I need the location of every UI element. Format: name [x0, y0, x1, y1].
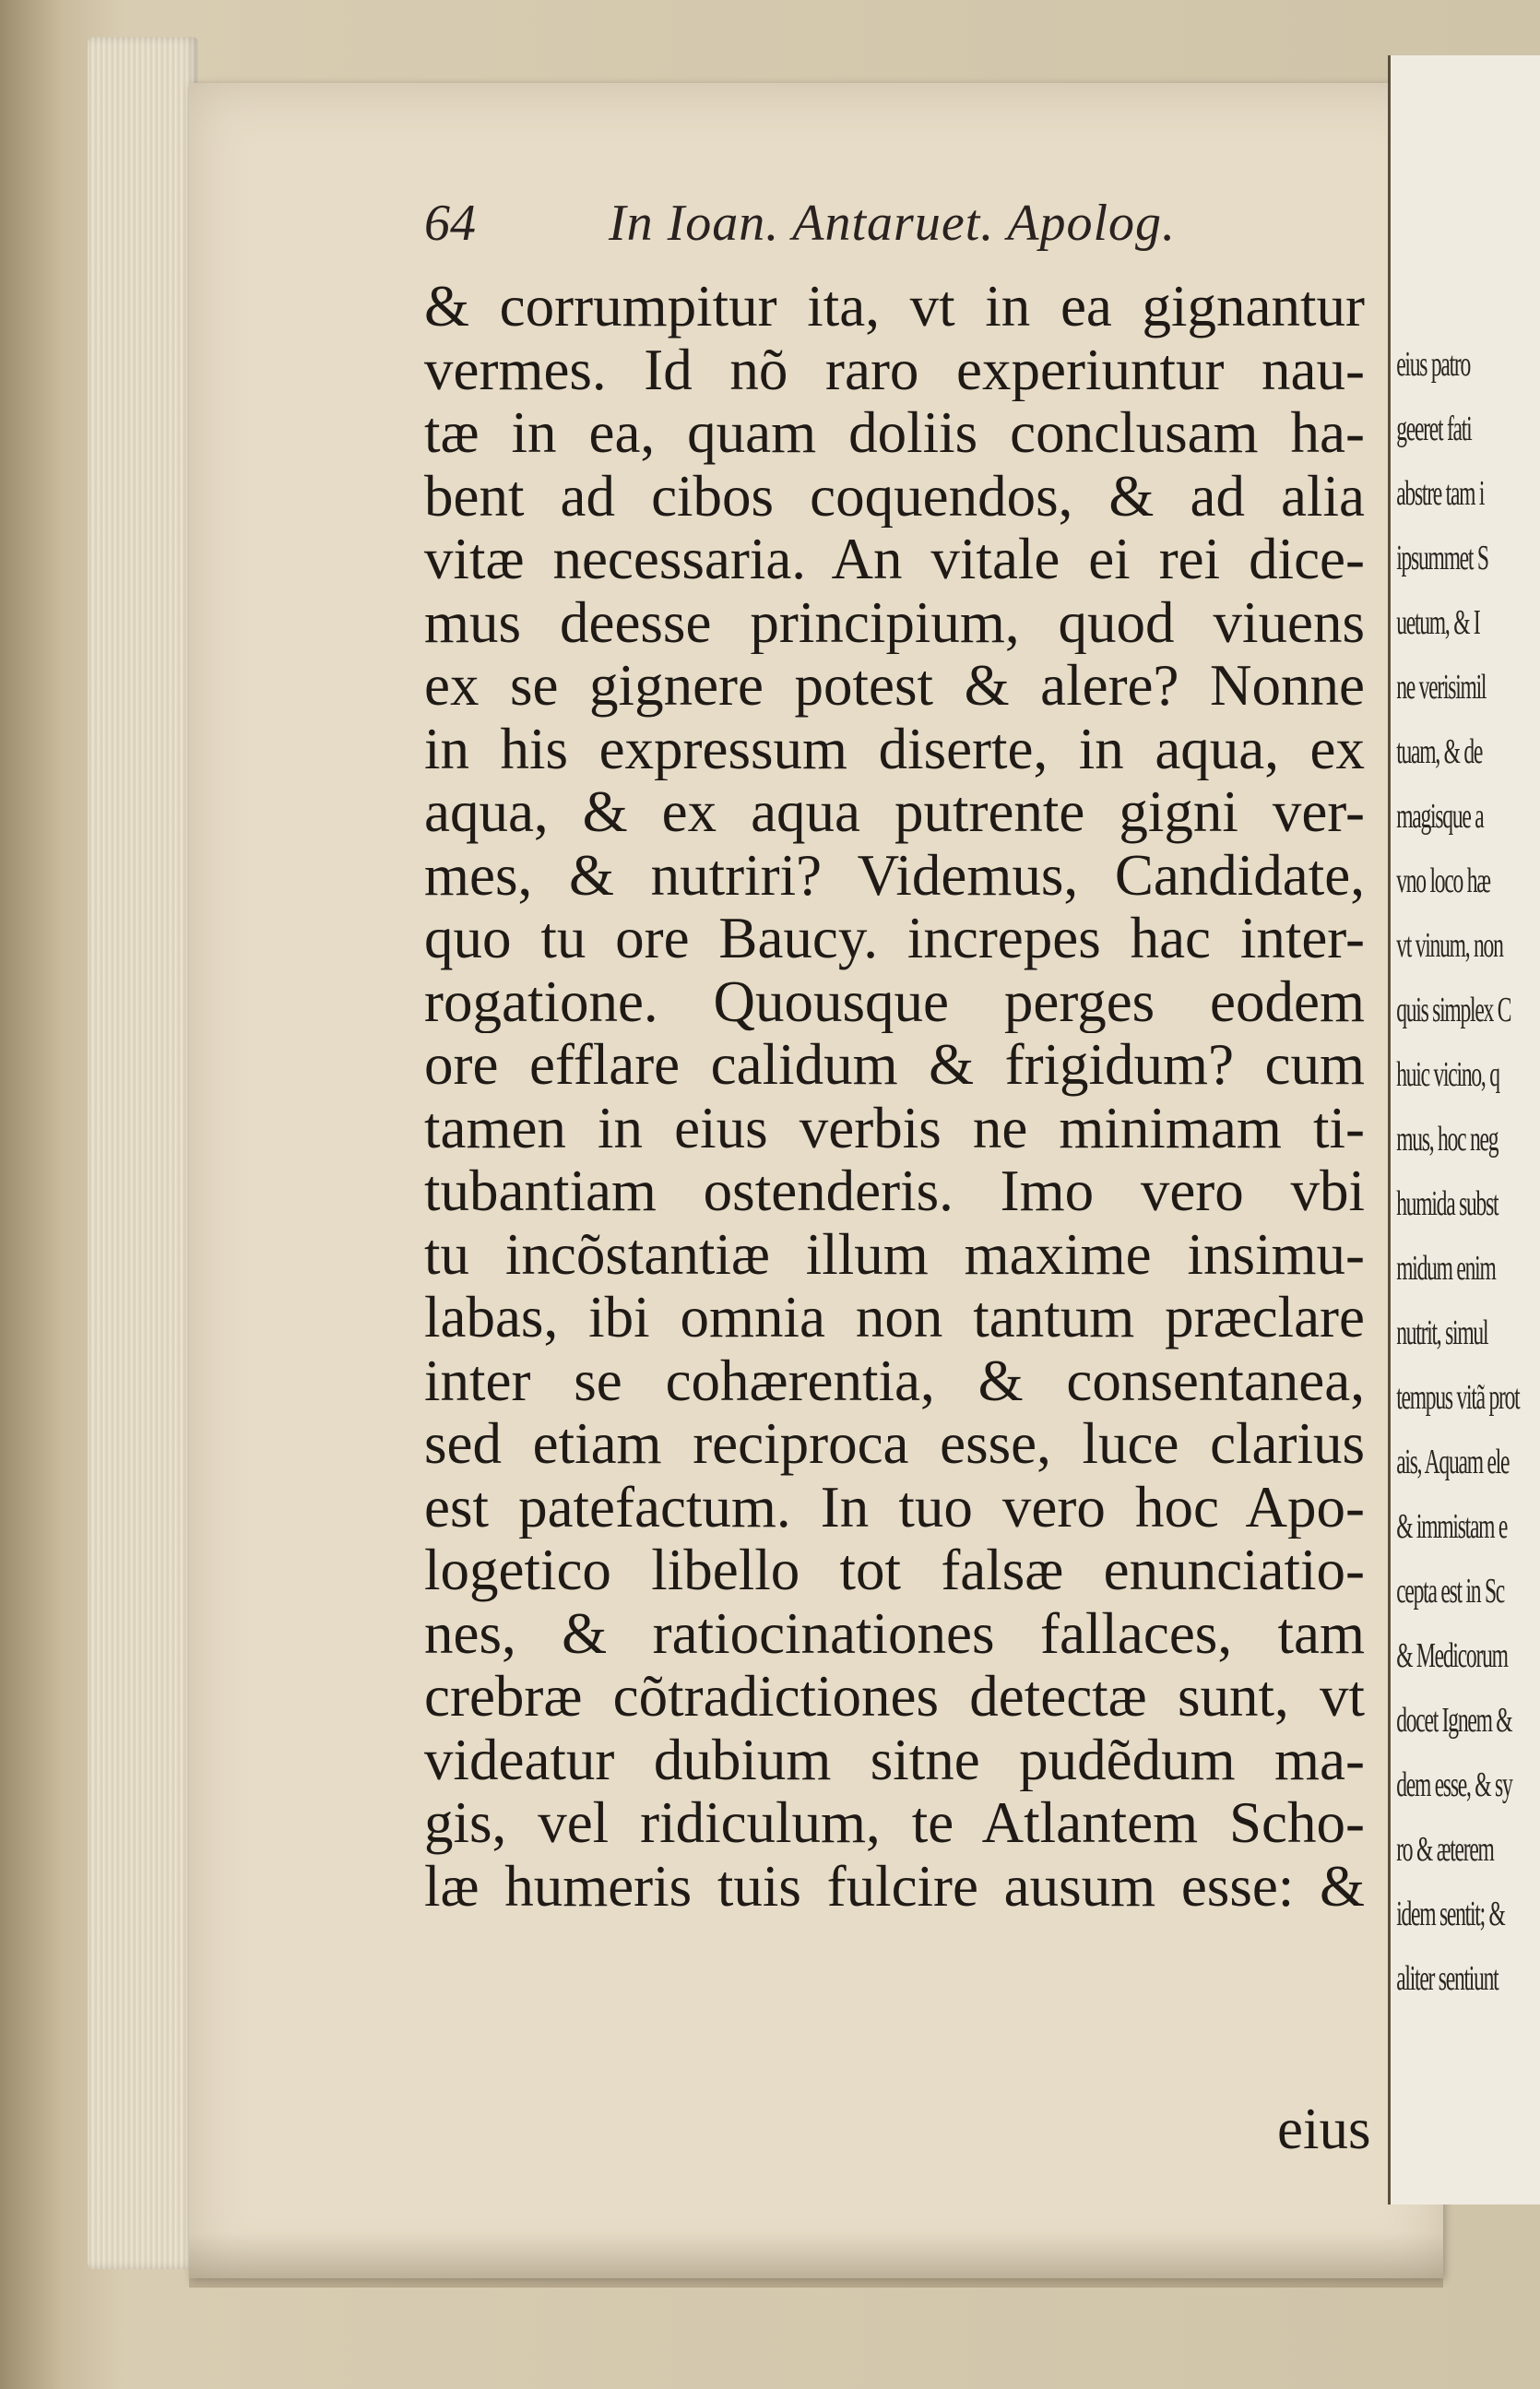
- text-line: quo tu ore Baucy. increpes hac inter-: [424, 907, 1365, 970]
- facing-page-line: & immistam e: [1396, 1507, 1508, 1546]
- text-line: vitæ necessaria. An vitale ei rei dice-: [424, 528, 1365, 591]
- facing-page-line: eius patro: [1396, 345, 1471, 384]
- facing-page-line: vno loco hæ: [1396, 862, 1490, 900]
- text-line: nes, & ratiocinationes fallaces, tam: [424, 1601, 1365, 1665]
- facing-page-line: docet Ignem &: [1396, 1701, 1512, 1740]
- text-line: gis, vel ridiculum, te Atlantem Scho-: [424, 1791, 1365, 1855]
- text-line: est patefactum. In tuo vero hoc Apo-: [424, 1475, 1365, 1539]
- facing-page-line: geeret fati: [1396, 410, 1472, 448]
- facing-page-line: abstre tam i: [1396, 474, 1485, 513]
- text-line: ex se gignere potest & alere? Nonne: [424, 654, 1365, 718]
- text-line: & corrumpitur ita, vt in ea gignantur: [424, 275, 1365, 339]
- facing-page-edge: [1388, 55, 1540, 2205]
- facing-page-line: ais, Aquam ele: [1396, 1443, 1510, 1481]
- text-line: tamen in eius verbis ne minimam ti-: [424, 1096, 1365, 1159]
- body-text: [424, 275, 1365, 1918]
- facing-page-line: uetum, & I: [1396, 603, 1480, 642]
- text-line: labas, ibi omnia non tantum præclare: [424, 1286, 1365, 1349]
- book-binding-edge: [88, 37, 198, 2269]
- text-line: rogatione. Quousque perges eodem: [424, 969, 1365, 1033]
- facing-page-line: magisque a: [1396, 797, 1484, 836]
- text-line: ore efflare calidum & frigidum? cum: [424, 1033, 1365, 1097]
- facing-page-line: cepta est in Sc: [1396, 1572, 1505, 1610]
- text-line: logetico libello tot falsæ enunciatio-: [424, 1539, 1365, 1602]
- text-line: crebræ cõtradictiones detectæ sunt, vt: [424, 1665, 1365, 1729]
- facing-page-line: tempus vitã prot: [1396, 1378, 1520, 1417]
- facing-page-line: humida subst: [1396, 1184, 1499, 1223]
- page-header: [424, 194, 1254, 258]
- facing-page-line: mus, hoc neg: [1396, 1120, 1499, 1159]
- text-line: mus deesse principium, quod viuens: [424, 590, 1365, 654]
- facing-page-line: ne verisimil: [1396, 668, 1487, 707]
- facing-page-line: midum enim: [1396, 1249, 1496, 1288]
- text-line: inter se cohærentia, & consentanea,: [424, 1349, 1365, 1412]
- text-line: in his expressum diserte, in aqua, ex: [424, 717, 1365, 780]
- page-number: 64: [424, 195, 476, 252]
- facing-page-line: aliter sentiunt: [1396, 1959, 1499, 1998]
- text-line: tubantiam ostenderis. Imo vero vbi: [424, 1159, 1365, 1223]
- text-line: læ humeris tuis fulcire ausum esse: &: [424, 1854, 1365, 1918]
- facing-page-line: huic vicino, q: [1396, 1055, 1499, 1094]
- running-title: In Ioan. Antaruet. Apolog.: [609, 195, 1177, 252]
- facing-page-line: & Medicorum: [1396, 1636, 1508, 1675]
- facing-page-line: ipsummet S: [1396, 539, 1488, 577]
- facing-page-line: vt vinum, non: [1396, 926, 1503, 965]
- facing-page-line: quis simplex C: [1396, 991, 1511, 1029]
- text-line: sed etiam reciproca esse, luce clarius: [424, 1412, 1365, 1476]
- facing-page-line: idem sentit; &: [1396, 1895, 1505, 1933]
- text-line: videatur dubium sitne pudẽdum ma-: [424, 1728, 1365, 1791]
- text-line: mes, & nutriri? Videmus, Candidate,: [424, 843, 1365, 907]
- text-line: tu incõstantiæ illum maxime insimu-: [424, 1222, 1365, 1286]
- text-line: aqua, & ex aqua putrente gigni ver-: [424, 780, 1365, 844]
- facing-page-line: ro & æterem: [1396, 1830, 1494, 1869]
- facing-page-line: tuam, & de: [1396, 732, 1483, 771]
- page-bottom-shadow: [189, 2232, 1443, 2288]
- text-line: tæ in ea, quam doliis conclusam ha-: [424, 401, 1365, 465]
- facing-page-line: dem esse, & sy: [1396, 1765, 1512, 1804]
- text-line: vermes. Id nõ raro experiuntur nau-: [424, 338, 1365, 401]
- text-line: bent ad cibos coquendos, & ad alia: [424, 464, 1365, 528]
- catchword: eius: [1277, 2097, 1371, 2161]
- facing-page-text: [1391, 332, 1540, 2011]
- facing-page-line: nutrit, simul: [1396, 1313, 1488, 1352]
